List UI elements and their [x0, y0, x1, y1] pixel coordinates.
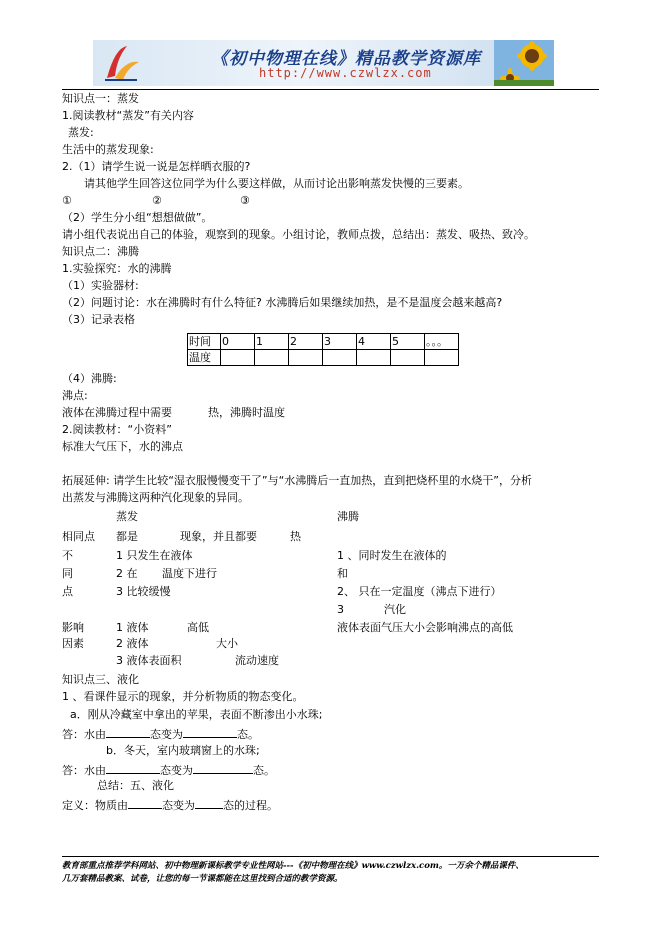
- text-line: 3: [337, 603, 344, 616]
- row-label: 同: [62, 567, 73, 580]
- text-line: b．冬天，室内玻璃窗上的水珠;: [106, 744, 260, 757]
- answer-text: 态。: [237, 728, 259, 741]
- banner-title: 《初中物理在线》精品教学资源库: [211, 49, 481, 69]
- column-heading: 蒸发: [116, 510, 138, 523]
- table-cell: 。。。: [425, 334, 459, 350]
- text-line: a．刚从冷藏室中拿出的苹果，表面不断渗出小水珠;: [70, 708, 323, 721]
- text-line: 请其他学生回答这位同学为什么要这样做，从而讨论出影响蒸发快慢的三要素。: [84, 177, 469, 190]
- table-cell: 2: [289, 334, 323, 350]
- text-line: （3）记录表格: [62, 313, 135, 326]
- text-line: （2）问题讨论：水在沸腾时有什么特征? 水沸腾后如果继续加热，是不是温度会越来越高?: [62, 296, 503, 309]
- header-rule: [62, 89, 599, 90]
- site-logo-icon: [101, 42, 141, 84]
- answer-text: 态的过程。: [223, 799, 278, 812]
- text-line: （1）实验器材:: [62, 279, 139, 292]
- section-heading-1: 知识点一：蒸发: [62, 92, 139, 105]
- table-cell: [289, 350, 323, 366]
- table-cell: [255, 350, 289, 366]
- row-label: 影响: [62, 621, 84, 634]
- blank-field: [195, 797, 223, 809]
- text-line: 2 液体: [116, 637, 149, 650]
- text-line: 温度下进行: [162, 567, 217, 580]
- text-line: 大小: [216, 637, 238, 650]
- record-table: [187, 333, 459, 366]
- table-cell: [357, 350, 391, 366]
- table-row-label: 温度: [188, 350, 221, 366]
- table-cell: [323, 350, 357, 366]
- text-line: 拓展延伸: 请学生比较“湿衣服慢慢变干了”与“水沸腾后一直加热，直到把烧杯里的水烧干”，分析: [62, 474, 532, 487]
- list-marker: ①: [62, 194, 72, 207]
- footer-line: 几万套精品教案、试卷，让您的每一节课都能在这里找到合适的教学资源。: [62, 874, 343, 884]
- answer-text: 态变为: [162, 799, 195, 812]
- table-cell: [425, 350, 459, 366]
- text-line: 都是: [116, 530, 138, 543]
- text-line: 液体在沸腾过程中需要: [62, 406, 172, 419]
- sunflower-icon: [494, 40, 554, 86]
- answer-text: 态变为: [160, 764, 193, 777]
- text-line: 请小组代表说出自己的体验，观察到的现象。小组讨论，教师点拨，总结出：蒸发、吸热、致冷。: [62, 228, 535, 241]
- text-line: 热: [290, 530, 301, 543]
- blank-field: [128, 797, 162, 809]
- text-line: 汽化: [384, 603, 406, 616]
- text-line: 出蒸发与沸腾这两种汽化现象的异同。: [62, 491, 249, 504]
- text-line: 沸点:: [62, 389, 88, 402]
- section-heading-2: 知识点二：沸腾: [62, 245, 139, 258]
- text-line: 和: [337, 567, 348, 580]
- blank-field: [183, 726, 237, 738]
- table-row: [188, 350, 459, 366]
- text-line: 蒸发:: [68, 126, 94, 139]
- text-line: 2、 只在一定温度（沸点下进行）: [337, 585, 502, 598]
- section-heading-3: 知识点三、液化: [62, 673, 139, 686]
- text-line: 流动速度: [235, 654, 279, 667]
- text-line: 1.实验探究：水的沸腾: [62, 262, 172, 275]
- text-line: 1.阅读教材“蒸发”有关内容: [62, 109, 194, 122]
- answer-label: 答：水由: [62, 728, 106, 741]
- answer-line: [62, 726, 259, 742]
- text-line: 热，沸腾时温度: [208, 406, 285, 419]
- table-cell: 5: [391, 334, 425, 350]
- footer-line: 教育部重点推荐学科网站、初中物理新课标教学专业性网站---《初中物理在线》www.czwlzx.com。一万余个精品课件、: [62, 861, 524, 871]
- blank-field: [106, 762, 160, 774]
- answer-text: 态。: [253, 764, 275, 777]
- row-label: 不: [62, 549, 73, 562]
- list-marker: ③: [240, 194, 250, 207]
- text-line: 1 、同时发生在液体的: [337, 549, 447, 562]
- definition-line: [62, 797, 278, 813]
- list-marker: ②: [152, 194, 162, 207]
- table-row-label: 时间: [188, 334, 221, 350]
- row-label: 点: [62, 585, 73, 598]
- text-line: 3 液体表面积: [116, 654, 182, 667]
- text-line: 生活中的蒸发现象:: [62, 143, 154, 156]
- text-line: 高低: [187, 621, 209, 634]
- table-cell: [391, 350, 425, 366]
- blank-field: [106, 726, 150, 738]
- table-cell: 3: [323, 334, 357, 350]
- text-line: 1 液体: [116, 621, 149, 634]
- text-line: 标准大气压下，水的沸点: [62, 440, 183, 453]
- text-line: 总结：五、液化: [97, 779, 174, 792]
- text-line: 1 只发生在液体: [116, 549, 193, 562]
- row-label: 相同点: [62, 530, 95, 543]
- blank-field: [193, 762, 253, 774]
- answer-label: 答：水由: [62, 764, 106, 777]
- text-line: 2.（1）请学生说一说是怎样晒衣服的?: [62, 160, 251, 173]
- text-line: 1 、看课件显示的现象，并分析物质的物态变化。: [62, 690, 304, 703]
- table-row: [188, 334, 459, 350]
- row-label: 因素: [62, 637, 84, 650]
- answer-label: 定义：物质由: [62, 799, 128, 812]
- table-cell: 0: [221, 334, 255, 350]
- text-line: 3 比较缓慢: [116, 585, 171, 598]
- text-line: 液体表面气压大小会影响沸点的高低: [337, 621, 513, 634]
- answer-line: [62, 762, 275, 778]
- text-line: （2）学生分小组“想想做做”。: [62, 211, 213, 224]
- footer: [62, 860, 602, 886]
- text-line: 2.阅读教材：“小资料”: [62, 423, 172, 436]
- header-banner: [93, 40, 554, 86]
- text-line: 2 在: [116, 567, 138, 580]
- banner-url[interactable]: http://www.czwlzx.com: [259, 66, 432, 80]
- text-line: （4）沸腾:: [62, 372, 117, 385]
- text-line: 现象，并且都要: [180, 530, 257, 543]
- table-cell: 4: [357, 334, 391, 350]
- footer-rule: [62, 856, 599, 857]
- table-cell: [221, 350, 255, 366]
- column-heading: 沸腾: [337, 510, 359, 523]
- table-cell: 1: [255, 334, 289, 350]
- answer-text: 态变为: [150, 728, 183, 741]
